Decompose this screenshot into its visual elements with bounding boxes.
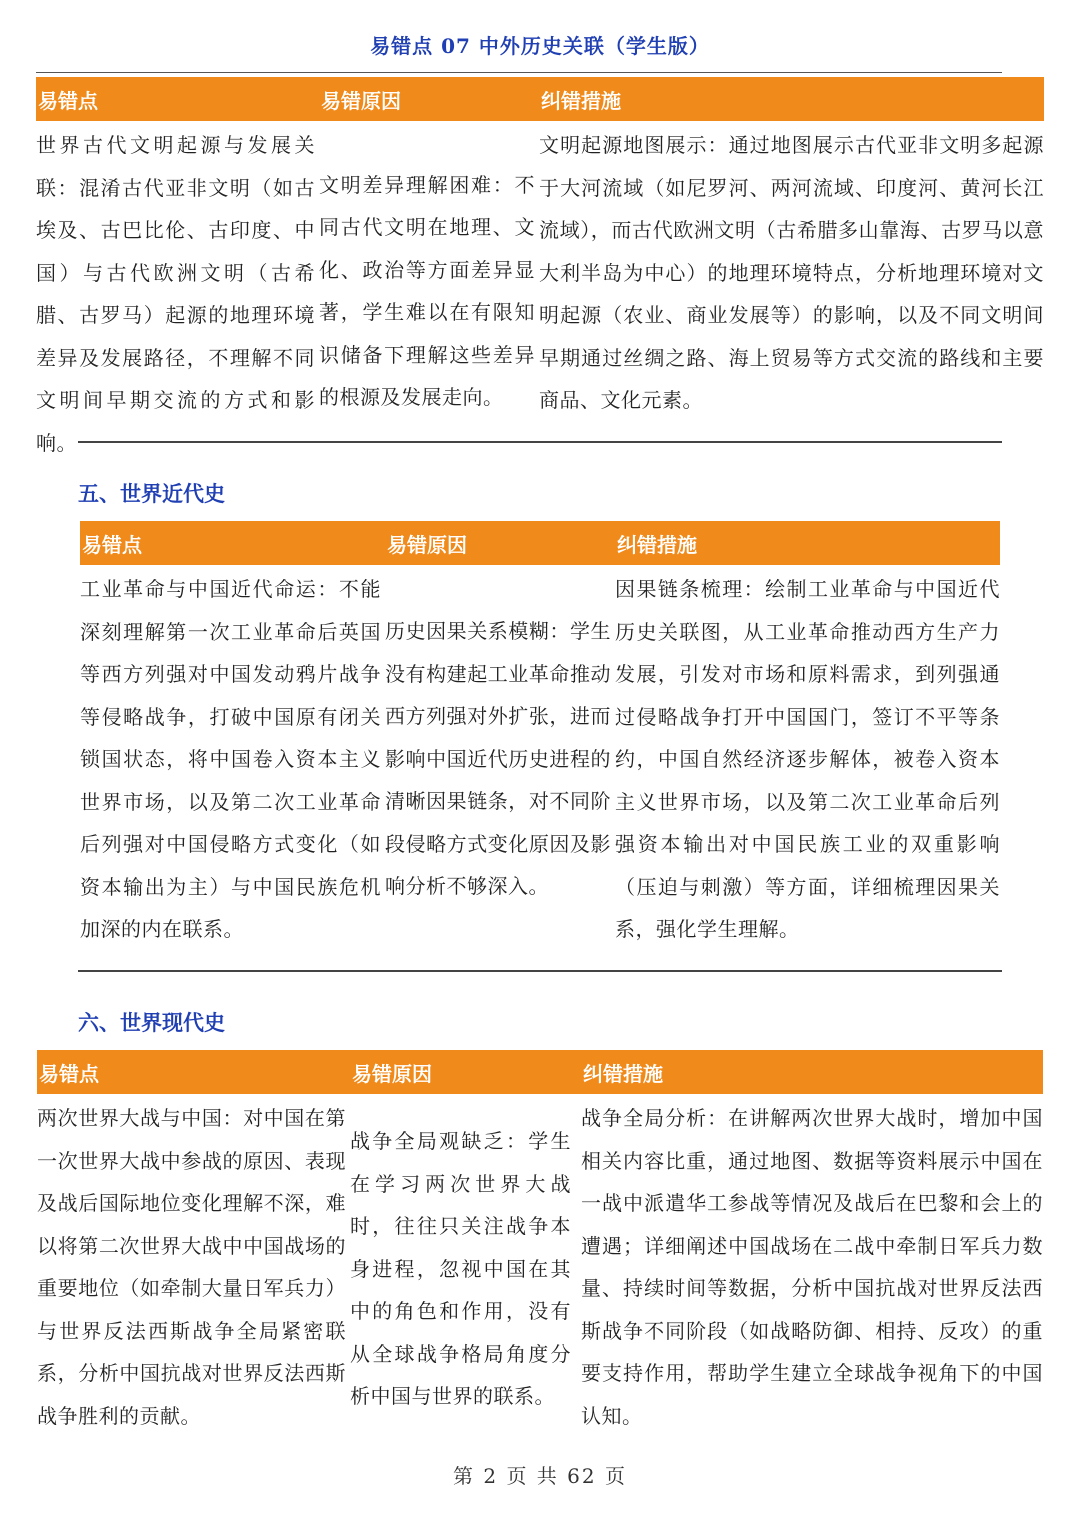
page-header-title: 易错点 07 中外历史关联（学生版）: [370, 34, 710, 58]
table-row: [80, 565, 1000, 955]
page-number-footer: 第 2 页 共 62 页: [453, 1464, 627, 1488]
section-title-contemporary: 六、世界现代史: [78, 1011, 225, 1035]
table-modern-history: [80, 521, 1000, 955]
cell-error-point: 世界古代文明起源与发展关联：混淆古代亚非文明（如古埃及、古巴比伦、古印度、中国）与古代欧洲文明（古希腊、古罗马）起源的地理环境差异及发展路径，不理解不同文明间早期交流的方式和影响。: [36, 133, 315, 455]
header-correction: 纠错措施: [617, 532, 697, 557]
header-divider: [36, 72, 1002, 73]
header-error-reason: 易错原因: [321, 88, 401, 113]
header-error-point: 易错点: [38, 88, 98, 113]
cell-correction: 文明起源地图展示：通过地图展示古代亚非文明多起源于大河流域（如尼罗河、两河流域、印度河、黄河长江流域），而古代欧洲文明（古希腊多山靠海、古罗马以意大利半岛为中心）的地理环境特点，分析地理环境对文明起源（农业、商业发展等）的影响，以及不同文明间早期通过丝绸之路、海上贸易等方式交流的路线和主要商品、文化元素。: [539, 133, 1044, 412]
cell-correction: 战争全局分析：在讲解两次世界大战时，增加中国相关内容比重，通过地图、数据等资料展示中国在一战中派遣华工参战等情况及战后在巴黎和会上的遭遇；详细阐述中国战场在二战中牵制日军兵力数量、持续时间等数据，分析中国抗战对世界反法西斯战争不同阶段（如战略防御、相持、反攻）的重要支持作用，帮助学生建立全球战争视角下的中国认知。: [581, 1106, 1043, 1428]
header-error-reason: 易错原因: [352, 1061, 432, 1086]
table-ancient-civilizations: [36, 77, 1044, 461]
cell-error-reason: 历史因果关系模糊：学生没有构建起工业革命推动西方列强对外扩张，进而影响中国近代历史进程的清晰因果链条，对不同阶段侵略方式变化原因及影响分析不够深入。: [385, 619, 611, 898]
header-correction: 纠错措施: [583, 1061, 663, 1086]
cell-error-reason: 文明差异理解困难：不同古代文明在地理、文化、政治等方面差异显著，学生难以在有限知识储备下理解这些差异的根源及发展走向。: [319, 172, 535, 409]
table-header-row: [80, 521, 1000, 565]
header-correction: 纠错措施: [541, 88, 621, 113]
cell-error-reason: 战争全局观缺乏：学生在学习两次世界大战时，往往只关注战争本身进程，忽视中国在其中的角色和作用，没有从全球战争格局角度分析中国与世界的联系。: [350, 1129, 571, 1409]
section-title-modern: 五、世界近代史: [78, 482, 225, 506]
section-divider: [78, 441, 1002, 443]
table-row: [37, 1094, 1043, 1444]
header-error-point: 易错点: [82, 532, 142, 557]
table-header-row: [37, 1050, 1043, 1094]
section-divider: [78, 970, 1002, 972]
table-row: [36, 121, 1044, 461]
table-header-row: [36, 77, 1044, 121]
header-error-reason: 易错原因: [387, 532, 467, 557]
cell-error-point: 工业革命与中国近代命运：不能深刻理解第一次工业革命后英国等西方列强对中国发动鸦片战争等侵略战争，打破中国原有闭关锁国状态，将中国卷入资本主义世界市场，以及第二次工业革命后列强对中国侵略方式变化（如资本输出为主）与中国民族危机加深的内在联系。: [80, 577, 381, 941]
cell-error-point: 两次世界大战与中国：对中国在第一次世界大战中参战的原因、表现及战后国际地位变化理解不深，难以将第二次世界大战中中国战场的重要地位（如牵制大量日军兵力）与世界反法西斯战争全局紧密联系，分析中国抗战对世界反法西斯战争胜利的贡献。: [37, 1106, 346, 1428]
header-error-point: 易错点: [39, 1061, 99, 1086]
table-contemporary-history: [37, 1050, 1043, 1444]
cell-correction: 因果链条梳理：绘制工业革命与中国近代历史关联图，从工业革命推动西方生产力发展，引发对市场和原料需求，到列强通过侵略战争打开中国国门，签订不平等条约，中国自然经济逐步解体，被卷入资本主义世界市场，以及第二次工业革命后列强资本输出对中国民族工业的双重影响（压迫与刺激）等方面，详细梳理因果关系，强化学生理解。: [615, 577, 1000, 941]
